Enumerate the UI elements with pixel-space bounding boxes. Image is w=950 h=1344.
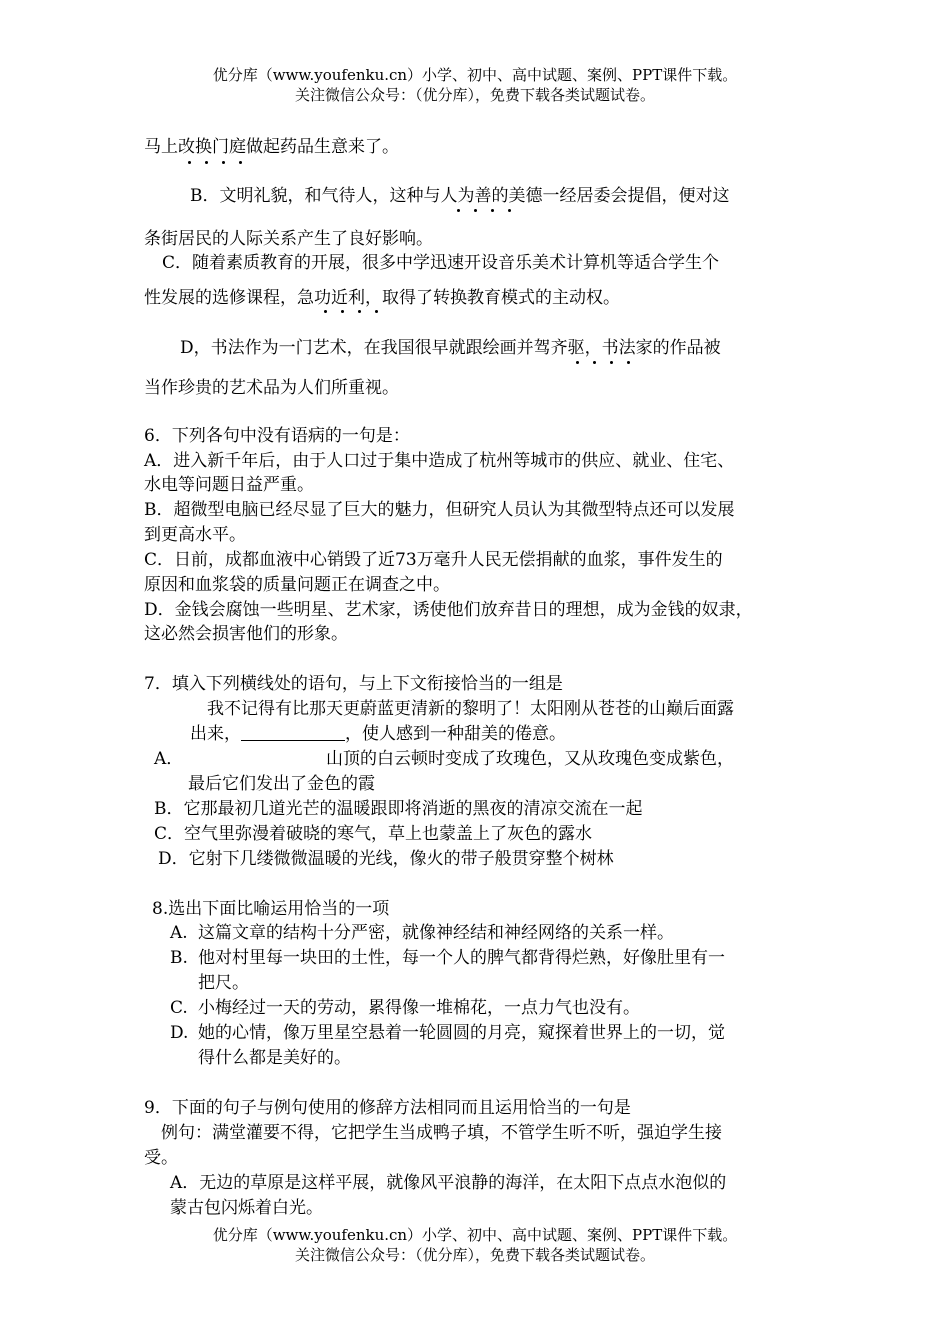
- q8-option-d-label: D.: [170, 1023, 189, 1043]
- q5-option-c-line1: C．随着素质教育的开展，很多中学迅速开设音乐美术计算机等适合学生个: [162, 253, 720, 273]
- q6-option-d-line1: D．金钱会腐蚀一些明星、艺术家，诱使他们放弃昔日的理想，成为金钱的奴隶，: [144, 600, 753, 620]
- fill-in-blank[interactable]: [241, 724, 345, 741]
- q9-option-a-line1: A．无边的草原是这样平展，就像风平浪静的海洋，在太阳下点点水泡似的: [170, 1173, 727, 1193]
- q6-option-b-line2: 到更高水平。: [144, 525, 246, 545]
- q9-stem: 9．下面的句子与例句使用的修辞方法相同而且运用恰当的一句是: [144, 1098, 631, 1118]
- q5-option-d-line2: 当作珍贵的艺术品为人们所重视。: [144, 378, 399, 398]
- page-header-line1: 优分库（www.youfenku.cn）小学、初中、高中试题、案例、PPT课件下载。: [212, 66, 738, 84]
- q8-option-c: 小梅经过一天的劳动，累得像一堆棉花，一点力气也没有。: [198, 998, 640, 1018]
- q7-passage-line2: [190, 723, 566, 745]
- q6-option-c-line2: 原因和血浆袋的质量问题正在调查之中。: [144, 575, 450, 595]
- q5-option-d-line1: D，书法作为一门艺术，在我国很早就跟绘画并驾齐驱，书法家的作品被: [180, 338, 721, 358]
- q5-option-b-line1: B．文明礼貌，和气待人，这种与人为善的美德一经居委会提倡，便对这: [190, 186, 730, 206]
- q9-example-line1: 例句：满堂灌要不得，它把学生当成鸭子填，不管学生听不听，强迫学生接: [161, 1123, 722, 1143]
- q7-option-c: C．空气里弥漫着破晓的寒气，草上也蒙盖上了灰色的露水: [154, 824, 593, 844]
- q8-option-d-line2: 得什么都是美好的。: [198, 1048, 351, 1068]
- q5-option-b-line2: 条街居民的人际关系产生了良好影响。: [144, 229, 433, 249]
- q6-option-c-line1: C．日前，成都血液中心销毁了近73万毫升人民无偿捐献的血浆，事件发生的: [144, 550, 723, 570]
- q8-option-b-line2: 把尺。: [198, 973, 249, 993]
- q7-option-a-line2: 最后它们发出了金色的霞: [188, 774, 375, 794]
- q8-option-d-line1: 她的心情，像万里星空悬着一轮圆圆的月亮，窥探着世界上的一切，觉: [198, 1023, 725, 1043]
- q8-option-a-label: A.: [170, 923, 188, 943]
- q8-option-c-label: C.: [170, 998, 188, 1018]
- q5-option-a-continued: 马上改换门庭做起药品生意来了。: [144, 137, 399, 157]
- q7-stem: 7．填入下列横线处的语句，与上下文衔接恰当的一组是: [144, 674, 563, 694]
- q8-stem: 8.选出下面比喻运用恰当的一项: [152, 899, 390, 919]
- page-footer-line2: 关注微信公众号：（优分库），免费下载各类试题试卷。: [294, 1246, 655, 1264]
- page-footer-line1: 优分库（www.youfenku.cn）小学、初中、高中试题、案例、PPT课件下载。: [212, 1226, 738, 1244]
- q6-option-b-line1: B．超微型电脑已经尽显了巨大的魅力，但研究人员认为其微型特点还可以发展: [144, 500, 735, 520]
- q7-option-d: D．它射下几缕微微温暖的光线，像火的带子般贯穿整个树林: [158, 849, 614, 869]
- q6-option-d-line2: 这必然会损害他们的形象。: [144, 624, 348, 644]
- q8-option-a: 这篇文章的结构十分严密，就像神经结和神经网络的关系一样。: [198, 923, 674, 943]
- q7-passage-line1: 我不记得有比那天更蔚蓝更清新的黎明了！太阳刚从苍苍的山巅后面露: [207, 699, 734, 719]
- q8-option-b-line1: 他对村里每一块田的土性，每一个人的脾气都背得烂熟，好像肚里有一: [198, 948, 725, 968]
- q9-example-line2: 受。: [144, 1148, 178, 1168]
- q8-option-b-label: B.: [170, 948, 188, 968]
- q6-stem: 6．下列各句中没有语病的一句是：: [144, 426, 410, 446]
- q7-passage-line2-start: 出来，: [190, 724, 241, 744]
- q7-option-b: B．它那最初几道光芒的温暖跟即将消逝的黑夜的清凉交流在一起: [154, 799, 643, 819]
- q9-option-a-line2: 蒙古包闪烁着白光。: [170, 1198, 323, 1218]
- q7-option-a-line1: 山顶的白云顿时变成了玫瑰色，又从玫瑰色变成紫色，: [326, 749, 734, 769]
- q6-option-a-line2: 水电等问题日益严重。: [144, 475, 314, 495]
- q7-option-a-label: A．: [154, 749, 184, 769]
- q6-option-a-line1: A．进入新千年后，由于人口过于集中造成了杭州等城市的供应、就业、住宅、: [144, 451, 735, 471]
- q7-passage-line2-end: ，使人感到一种甜美的倦意。: [345, 724, 566, 744]
- page-header-line2: 关注微信公众号：（优分库），免费下载各类试题试卷。: [294, 86, 655, 104]
- q5-option-c-line2: 性发展的选修课程，急功近利，取得了转换教育模式的主动权。: [144, 288, 620, 308]
